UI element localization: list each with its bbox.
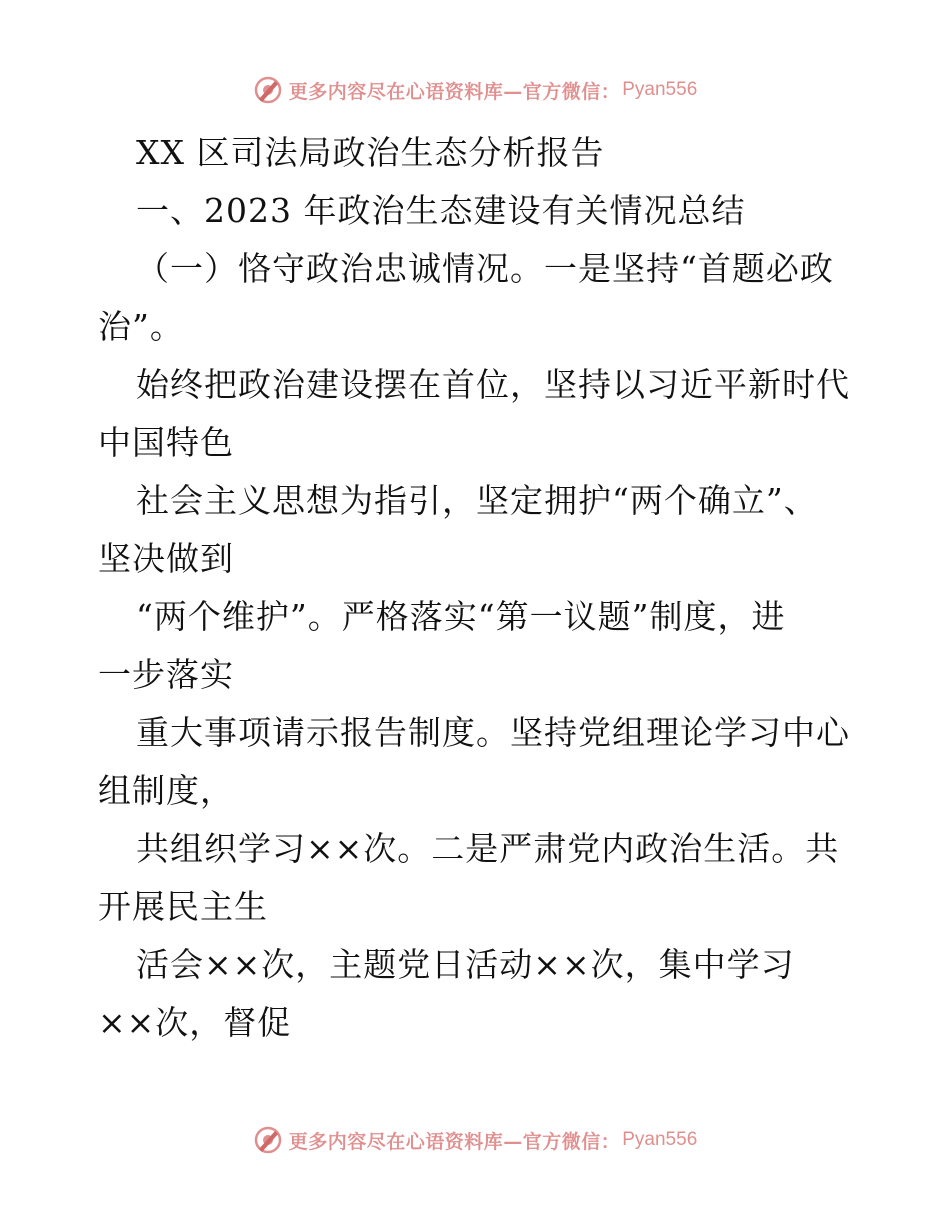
body-line: 治”。 — [98, 307, 184, 346]
body-line: （一）恪守政治忠诚情况。一是坚持“首题必政 — [136, 249, 834, 288]
body-line: 一步落实 — [98, 655, 234, 694]
body-line: 共组织学习××次。二是严肃党内政治生活。共 — [136, 829, 840, 868]
body-line: 重大事项请示报告制度。坚持党组理论学习中心 — [136, 713, 850, 752]
body-line: 组制度， — [98, 771, 234, 810]
body-line: 坚决做到 — [98, 539, 234, 578]
body-line: 始终把政治建设摆在首位，坚持以习近平新时代 — [136, 365, 850, 404]
section-heading: 一、2023 年政治生态建设有关情况总结 — [136, 191, 746, 230]
pen-logo-icon — [253, 75, 283, 105]
footer-watermark — [0, 1120, 950, 1160]
watermark-wechat-id: Pyan556 — [622, 1129, 698, 1150]
body-line: 活会××次，主题党日活动××次，集中学习 — [136, 945, 795, 984]
watermark-text: 更多内容尽在心语资料库—官方微信： — [288, 80, 621, 103]
watermark-wechat-id: Pyan556 — [622, 79, 698, 100]
pen-logo-icon — [253, 1125, 283, 1155]
body-line: ××次，督促 — [98, 1003, 292, 1042]
document-body — [98, 124, 858, 1052]
body-line: 中国特色 — [98, 423, 234, 462]
watermark-text: 更多内容尽在心语资料库—官方微信： — [288, 1130, 621, 1153]
document-title: XX 区司法局政治生态分析报告 — [136, 133, 605, 172]
body-line: 社会主义思想为指引，坚定拥护“两个确立”、 — [136, 481, 818, 520]
body-line: “两个维护”。严格落实“第一议题”制度，进 — [136, 597, 786, 636]
body-line: 开展民主生 — [98, 887, 268, 926]
header-watermark — [0, 70, 950, 110]
